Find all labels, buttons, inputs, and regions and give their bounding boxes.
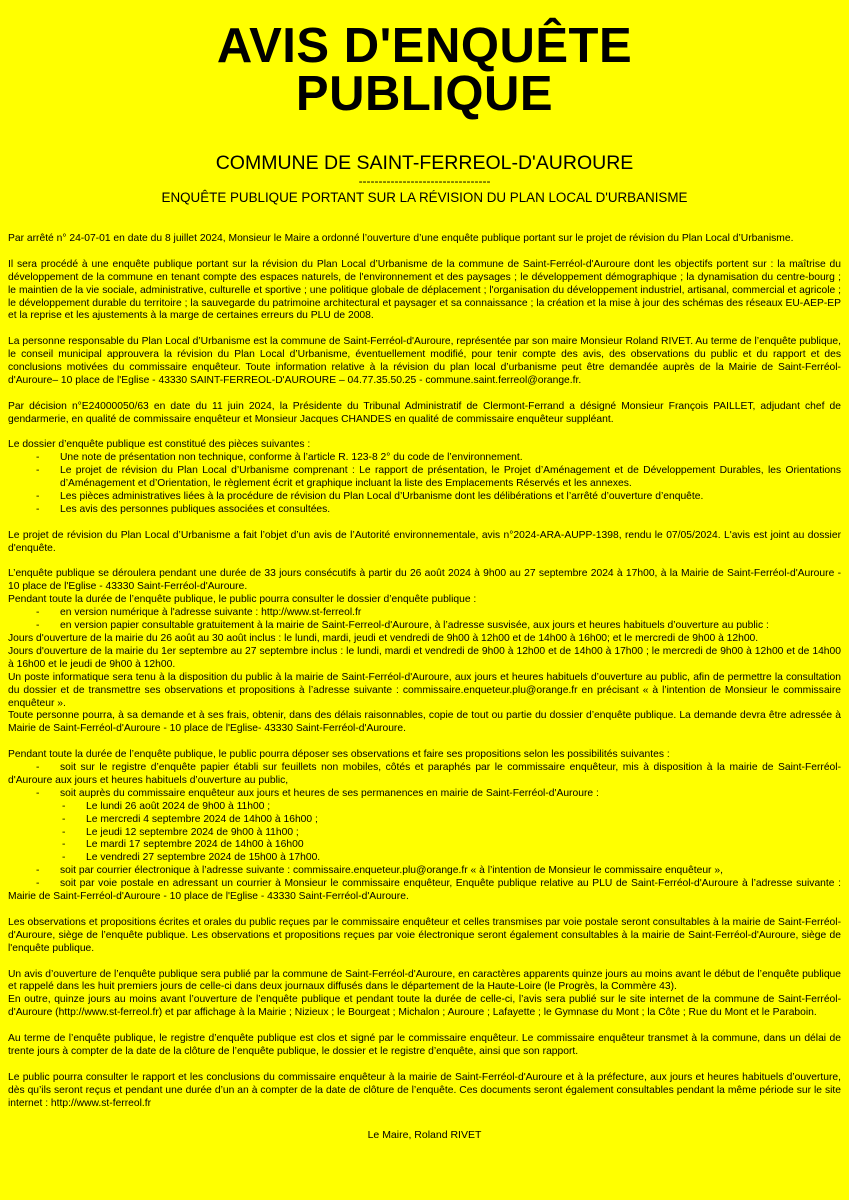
paragraph-avis-ae: Le projet de révision du Plan Local d’Urbanisme a fait l’objet d’un avis de l’Autorité environnementale, avis n°2024-ARA-AUPP-1398, rendu le 07/05/2024. L'avis est joint au dossier d'enquête.	[8, 529, 841, 554]
separator: ---------------------------------	[358, 174, 491, 188]
list-item: - Les avis des personnes publiques associées et consultées.	[36, 503, 331, 515]
permanence-item: - Le vendredi 27 septembre 2024 de 15h00 à 17h00.	[62, 852, 321, 864]
list-item: - soit par voie postale en adressant un courrier à Monsieur le commissaire enquêteur, Enquête publique relative au PLU de Saint-Ferréol-d'Auroure à l’adresse suivante : Mairie de Saint-Ferréol-d'Auroure - 10 place de l'Eglise - 43330 Saint-Ferréol-d'Auroure.	[8, 878, 841, 903]
list-item: - en version papier consultable gratuitement à la mairie de Saint-Ferreol-d'Auroure, à l’adresse susvisée, aux jours et heures habituels d’ouverture au public :	[36, 620, 769, 632]
title-line-1: AVIS D'ENQUÊTE	[216, 19, 633, 73]
list-item: - Les pièces administratives liées à la procédure de révision du Plan Local d’Urbanisme dont les délibérations et l’arrêté d’ouverture d’enquête.	[36, 491, 704, 503]
list-item: - soit par courrier électronique à l’adresse suivante : commissaire.enqueteur.plu@orange.fr « à l’intention de Monsieur le commissaire enquêteur »,	[36, 865, 723, 877]
permanence-item: - Le lundi 26 août 2024 de 9h00 à 11h00 ;	[62, 800, 271, 812]
signature: Le Maire, Roland RIVET	[367, 1129, 482, 1142]
permanence-item: - Le mardi 17 septembre 2024 de 14h00 à 16h00	[62, 839, 304, 851]
permanence-item: - Le jeudi 12 septembre 2024 de 9h00 à 11h00 ;	[62, 826, 299, 838]
notice-subtitle: ENQUÊTE PUBLIQUE PORTANT SUR LA RÉVISION DU PLAN LOCAL D'URBANISME	[161, 190, 688, 205]
paragraph-observations-intro: Pendant toute la durée de l’enquête publique, le public pourra déposer ses observations et faire ses propositions selon les possibilités suivantes :	[8, 749, 670, 761]
notice-body	[8, 233, 841, 1110]
paragraph-copie: Toute personne pourra, à sa demande et à ses frais, obtenir, dans des délais raisonnables, copie de tout ou partie du dossier d’enquête publique. La demande devra être adressée à Mairie de Saint-Ferréol-d'Auroure - 10 place de l'Eglise- 43330 Saint-Ferréol-d'Auroure.	[8, 710, 841, 735]
paragraph-poste-informatique: Un poste informatique sera tenu à la disposition du public à la mairie de Saint-Ferréol-d'Auroure, aux jours et heures habituels d’ouverture au public, afin de permettre la consultation du dossier et de transmettre ses observations et propositions à l’adresse suivante : commissaire.enqueteur.plu@orange.fr en précisant « à l’intention de Monsieur le commissaire enquêteur ».	[8, 671, 841, 709]
notice-page	[8, 19, 841, 1142]
list-item: - en version numérique à l'adresse suivante : http://www.st-ferreol.fr	[36, 607, 362, 619]
paragraph-arrete: Par arrêté n° 24-07-01 en date du 8 juillet 2024, Monsieur le Maire a ordonné l’ouverture d’une enquête publique portant sur le projet de révision du Plan Local d’Urbanisme.	[8, 233, 794, 244]
notice-title	[8, 19, 841, 121]
paragraph-horaires-aout: Jours d'ouverture de la mairie du 26 août au 30 août inclus : le lundi, mardi, jeudi et vendredi de 9h00 à 12h00 et de 14h00 à 16h00; et le mercredi de 9h00 à 12h00.	[8, 633, 759, 644]
list-item: - Une note de présentation non technique, conforme à l’article R. 123-8 2° du code de l’environnement.	[36, 452, 523, 464]
paragraph-rapport: Le public pourra consulter le rapport et les conclusions du commissaire enquêteur à la mairie de Saint-Ferréol-d'Auroure et à la préfecture, aux jours et heures habituels d’ouverture, dès qu’ils seront reçus et pendant une durée d’un an à compter de la date de clôture de l’enquête. Ces documents seront également consultables pendant la même période sur le site internet : http://www.st-ferreol.fr	[8, 1071, 841, 1109]
list-item: - soit auprès du commissaire enquêteur aux jours et heures de ses permanences en mairie de Saint-Ferréol-d'Auroure :	[36, 787, 599, 799]
paragraph-dossier-intro: Le dossier d’enquête publique est constitué des pièces suivantes :	[8, 439, 311, 451]
title-line-2: PUBLIQUE	[295, 67, 554, 121]
paragraph-consultation-observations: Les observations et propositions écrites et orales du public reçues par le commissaire enquêteur et celles transmises par voie postale seront consultables à la mairie de Saint-Ferréol-d'Auroure, siège de l’enquête publique. Les observations et propositions reçues par voie électronique seront également consultables à la mairie de Saint-Ferréol-d'Auroure, siège de l'enquête publique.	[8, 916, 841, 954]
permanence-item: - Le mercredi 4 septembre 2024 de 14h00 à 16h00 ;	[62, 813, 318, 825]
paragraph-cloture: Au terme de l’enquête publique, le registre d’enquête publique est clos et signé par le commissaire enquêteur. Le commissaire enquêteur transmet à la commune, dans un délai de trente jours à compter de la date de la clôture de l’enquête publique, le dossier et le registre d’enquête, ainsi que son rapport.	[8, 1033, 841, 1057]
list-item: - soit sur le registre d’enquête papier établi sur feuillets non mobiles, côtés et paraphés par le commissaire enquêteur, mis à disposition à la mairie de Saint-Ferréol-d'Auroure aux jours et heures habituels d’ouverture au public,	[8, 762, 841, 786]
list-item: - Le projet de révision du Plan Local d’Urbanisme comprenant : Le rapport de présentation, le Projet d’Aménagement et de Développement Durables, les Orientations d’Aménagement et d’Orientation, le règlement écrit et graphique incluant la liste des Emplacements Réservés et les annexes.	[36, 465, 841, 490]
paragraph-consultation-intro: Pendant toute la durée de l’enquête publique, le public pourra consulter le dossier d’enquête publique :	[8, 594, 477, 606]
paragraph-horaires-septembre: Jours d'ouverture de la mairie du 1er septembre au 27 septembre inclus : le lundi, mardi et vendredi de 9h00 à 12h00 et de 14h00 à 17h00 ; le mercredi de 9h00 à 12h00 et de 14h00 à 16h00 et le jeudi de 9h00 à 12h00.	[8, 645, 841, 670]
paragraph-objectifs: Il sera procédé à une enquête publique portant sur la révision du Plan Local d’Urbanisme de la commune de Saint-Ferréol-d'Auroure dont les objectifs portent sur : la maîtrise du développement de la commune en tenant compte des espaces naturels, de l'environnement et des paysages ; le développement démographique ; la dynamisation du centre-bourg ; le maintien de la vie sociale, administrative, culturelle et sportive ; une politique globale de déplacement ; l'organisation du développement industriel, artisanal, commercial et agricole ; le développement durable du territoire ; la sauvegarde du patrimoine architectural et paysager et sa connaissance ; la création et la mise à jour des schémas des réseaux EU-AEP-EP et la reprise et les ajustements à la marge de certaines erreurs du PLU de 2008.	[8, 258, 841, 322]
paragraph-publication: Un avis d’ouverture de l’enquête publique sera publié par la commune de Saint-Ferréol-d'Auroure, en caractères apparents quinze jours au moins avant le début de l’enquête publique et rappelé dans les huit premiers jours de celle-ci dans deux journaux diffusés dans le département de la Haute-Loire (le Progrès, la Commère 43).	[8, 968, 841, 993]
paragraph-duree: L’enquête publique se déroulera pendant une durée de 33 jours consécutifs à partir du 26 août 2024 à 9h00 au 27 septembre 2024 à 17h00, à la Mairie de Saint-Ferréol-d'Auroure - 10 place de l'Eglise - 43330 Saint-Ferréol-d'Auroure.	[8, 568, 841, 593]
commune-name: COMMUNE DE SAINT-FERREOL-D'AUROURE	[215, 152, 634, 174]
paragraph-affichage: En outre, quinze jours au moins avant l’ouverture de l’enquête publique et pendant toute la durée de celle-ci, l’avis sera publié sur le site internet de la commune de Saint-Ferréol-d'Auroure (http://www.st-ferreol.fr) et par affichage à la Mairie ; Nizieux ; le Bourgeat ; Michalon ; Auroure ; Lafayette ; le Gymnase du Mont ; la Côte ; Rue du Mont et le Paraboin.	[8, 994, 841, 1019]
paragraph-commissaire: Par décision n°E24000050/63 en date du 11 juin 2024, la Présidente du Tribunal Administratif de Clermont-Ferrand a désigné Monsieur François PAILLET, adjudant chef de gendarmerie, en qualité de commissaire enquêteur et Monsieur Jacques CHANDES en qualité de commissaire enquêteur suppléant.	[8, 400, 841, 425]
paragraph-responsable: La personne responsable du Plan Local d’Urbanisme est la commune de Saint-Ferréol-d'Auroure, représentée par son maire Monsieur Roland RIVET. Au terme de l’enquête publique, le conseil municipal approuvera la révision du Plan Local d’Urbanisme, éventuellement modifié, pour tenir compte des avis, des observations du public et du rapport et des conclusions motivées du commissaire enquêteur. Toute information relative à la révision du plan local d’urbanisme peut être demandée auprès de la Mairie de Saint-Ferréol-d'Auroure– 10 place de l'Eglise - 43330 SAINT-FERREOL-D'AUROURE – 04.77.35.50.25 - commune.saint.ferreol@orange.fr.	[8, 336, 841, 386]
